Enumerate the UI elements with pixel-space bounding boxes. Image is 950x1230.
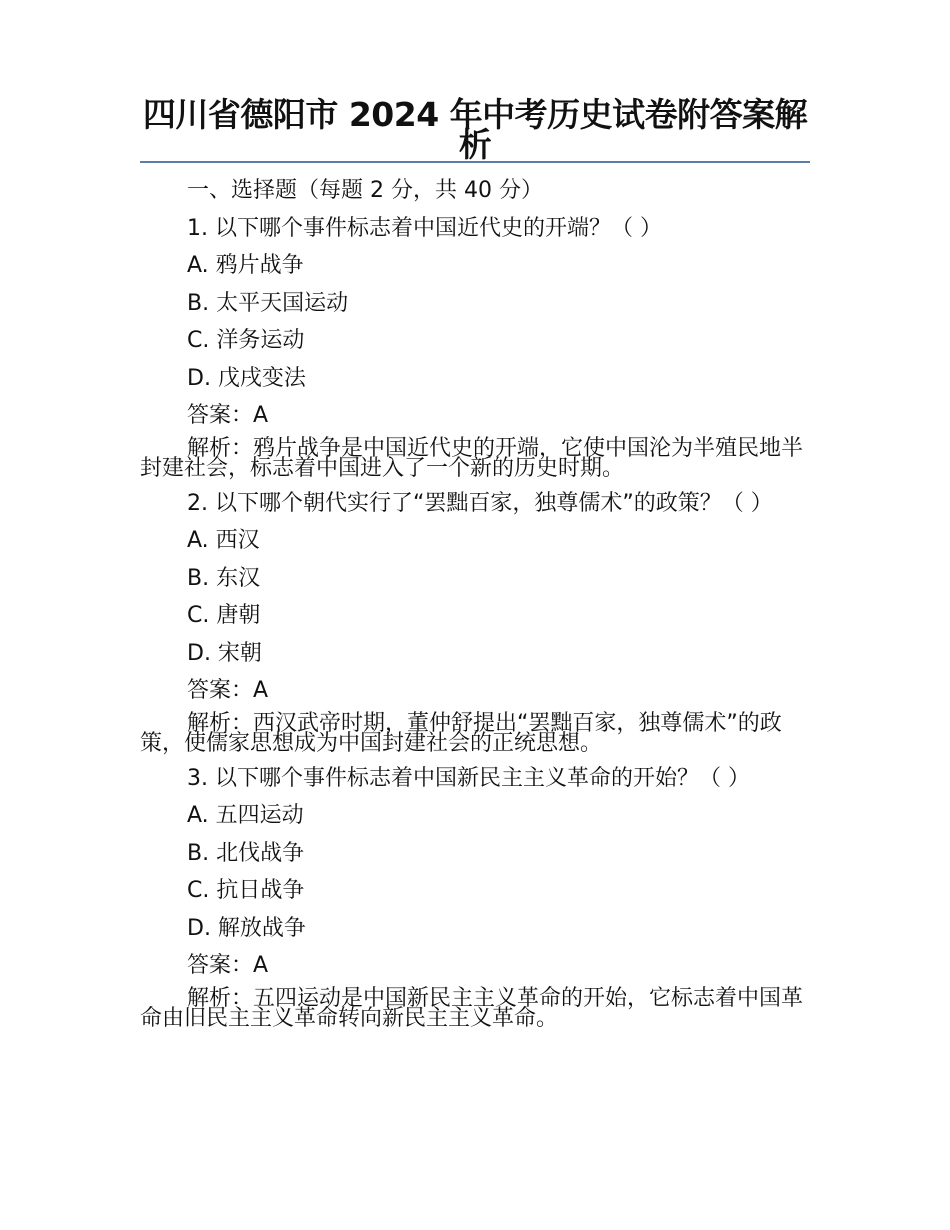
question-3-analysis: 解析：五四运动是中国新民主主义革命的开始，它标志着中国革命由旧民主主义革命转向新民主主义革命。: [140, 985, 804, 1031]
question-3-option-a: A. 五四运动: [187, 803, 304, 828]
question-3-stem: 3. 以下哪个事件标志着中国新民主主义革命的开始？（ ）: [187, 765, 750, 791]
question-1-option-c: C. 洋务运动: [187, 328, 305, 353]
question-1-option-a: A. 鸦片战争: [187, 253, 304, 278]
question-1-analysis: 解析：鸦片战争是中国近代史的开端，它使中国沦为半殖民地半封建社会，标志着中国进入了一个新的历史时期。: [140, 435, 804, 481]
question-2-option-c: C. 唐朝: [187, 603, 261, 628]
section-heading: 一、选择题（每题 2 分，共 40 分）: [187, 178, 543, 203]
question-1-option-d: D. 戊戌变法: [187, 365, 306, 391]
question-2-option-d: D. 宋朝: [187, 640, 262, 666]
question-2-analysis: 解析：西汉武帝时期，董仲舒提出“罢黜百家，独尊儒术”的政策，使儒家思想成为中国封建社会的正统思想。: [140, 710, 782, 756]
question-1-option-b: B. 太平天国运动: [187, 290, 349, 316]
question-1-answer: 答案：A: [187, 403, 269, 428]
title-underline: [140, 161, 810, 163]
document-body: [140, 176, 810, 1039]
question-3-option-b: B. 北伐战争: [187, 840, 305, 866]
question-2-answer: 答案：A: [187, 678, 269, 703]
question-2-option-a: A. 西汉: [187, 528, 260, 553]
question-3-option-d: D. 解放战争: [187, 915, 306, 941]
document-title: 四川省德阳市 2024 年中考历史试卷附答案解析: [142, 95, 808, 164]
question-3-answer: 答案：A: [187, 953, 269, 978]
question-2-stem: 2. 以下哪个朝代实行了“罢黜百家，独尊儒术”的政策？（ ）: [187, 490, 773, 516]
question-2-option-b: B. 东汉: [187, 565, 261, 591]
question-1-stem: 1. 以下哪个事件标志着中国近代史的开端？（ ）: [187, 215, 662, 241]
question-3-option-c: C. 抗日战争: [187, 878, 305, 903]
